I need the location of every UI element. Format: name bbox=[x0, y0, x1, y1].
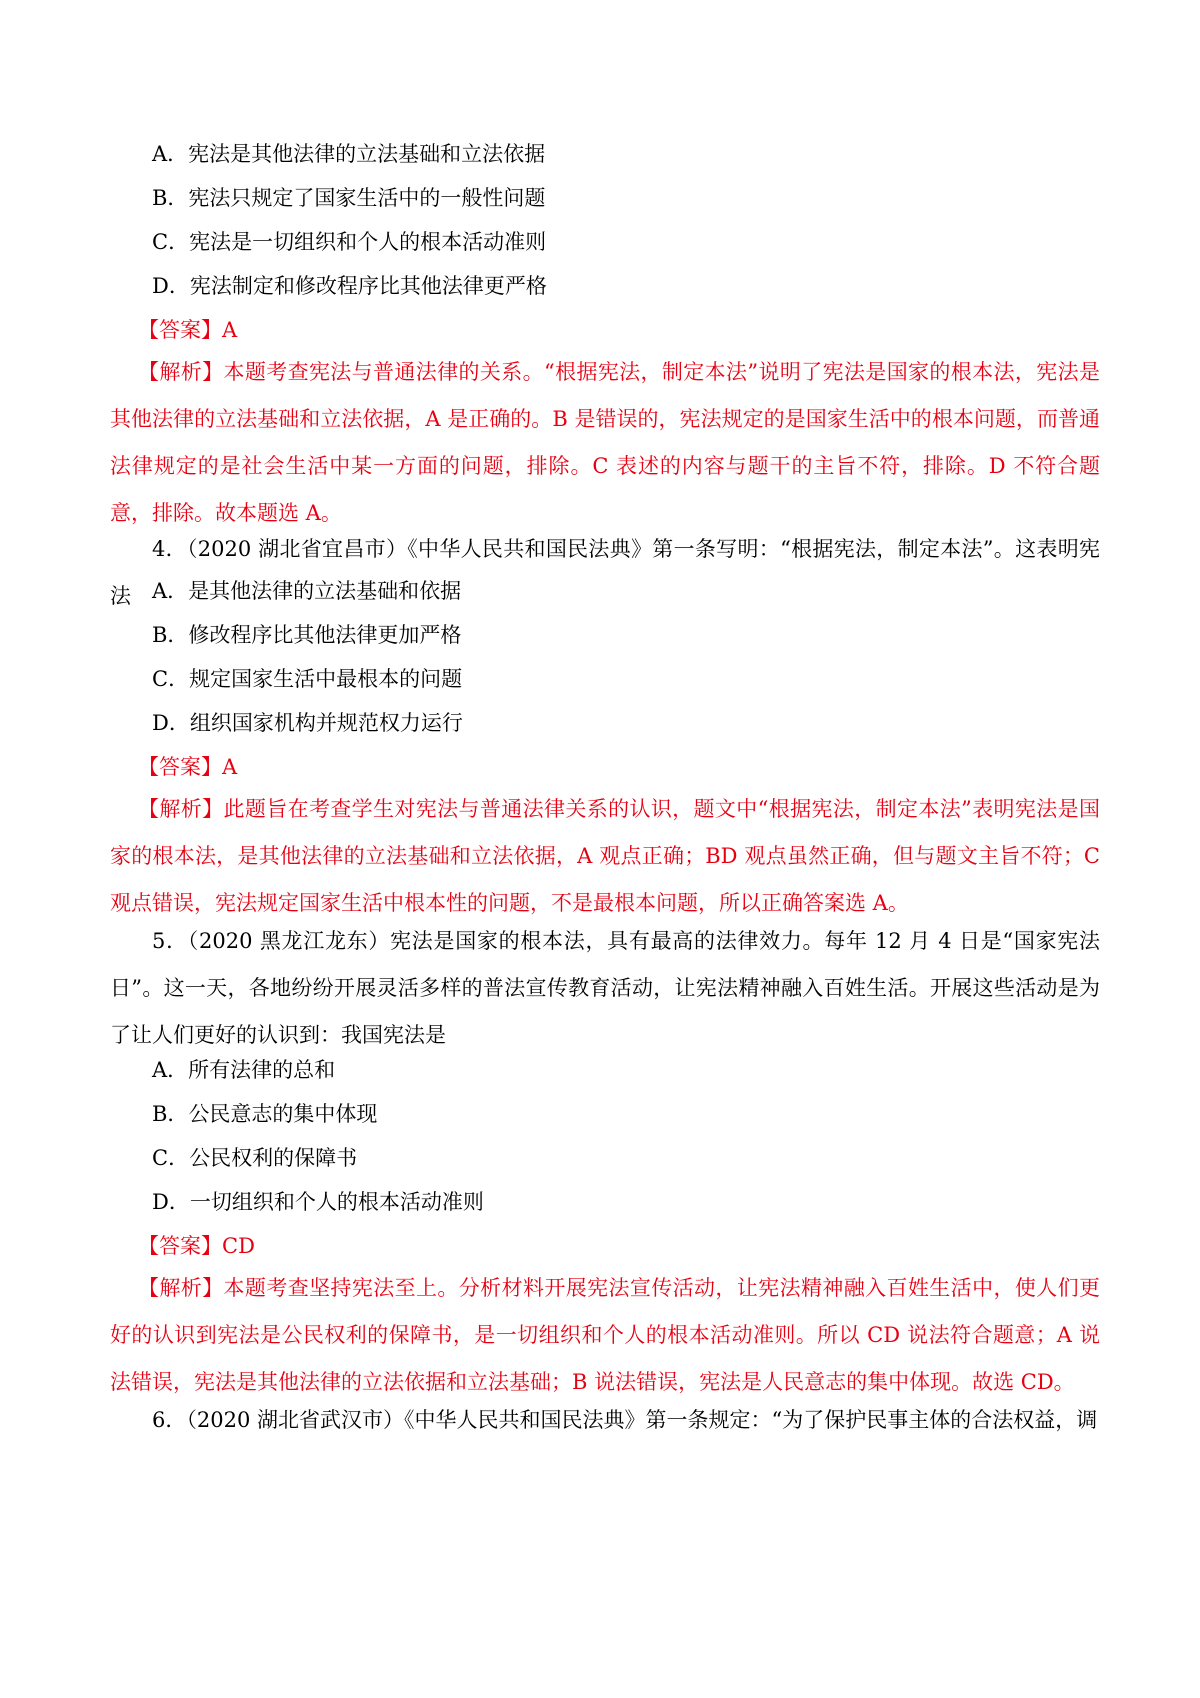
option-a: A．宪法是其他法律的立法基础和立法依据 bbox=[152, 142, 546, 166]
answer-5: 【答案】CD bbox=[138, 1234, 255, 1258]
explanation-3: 【解析】本题考查宪法与普通法律的关系。“根据宪法，制定本法”说明了宪法是国家的根本法，宪法是其他法律的立法基础和立法依据，A 是正确的。B 是错误的，宪法规定的是国家生活中的根本问题，而普通法律规定的是社会生活中某一方面的问题，排除。C 表述的内容与题干的主旨不符，排除。D 不符合题意，排除。故本题选 A。 bbox=[110, 360, 1100, 525]
option-b: B．宪法只规定了国家生活中的一般性问题 bbox=[152, 186, 546, 210]
option-c: C．公民权利的保障书 bbox=[152, 1146, 358, 1170]
option-a: A．是其他法律的立法基础和依据 bbox=[152, 579, 462, 603]
option-c: C．宪法是一切组织和个人的根本活动准则 bbox=[152, 230, 547, 254]
explanation-5: 【解析】本题考查坚持宪法至上。分析材料开展宪法宣传活动，让宪法精神融入百姓生活中，使人们更好的认识到宪法是公民权利的保障书，是一切组织和个人的根本活动准则。所以 CD 说法符合题意；A 说法错误，宪法是其他法律的立法依据和立法基础；B 说法错误，宪法是人民意志的集中体现。故选 CD。 bbox=[110, 1276, 1100, 1394]
option-a: A．所有法律的总和 bbox=[152, 1058, 336, 1082]
question-4: 4．（2020 湖北省宜昌市）《中华人民共和国民法典》第一条写明：“根据宪法，制定本法”。这表明宪法 bbox=[110, 537, 1100, 608]
answer-3: 【答案】A bbox=[138, 318, 238, 342]
option-c: C．规定国家生活中最根本的问题 bbox=[152, 667, 463, 691]
option-d: D．宪法制定和修改程序比其他法律更严格 bbox=[152, 274, 547, 298]
option-d: D．一切组织和个人的根本活动准则 bbox=[152, 1190, 484, 1214]
question-5: 5．（2020 黑龙江龙东）宪法是国家的根本法，具有最高的法律效力。每年 12 月 4 日是“国家宪法日”。这一天，各地纷纷开展灵活多样的普法宣传教育活动，让宪法精神融入百姓生活。开展这些活动是为了让人们更好的认识到：我国宪法是 bbox=[110, 929, 1100, 1047]
option-b: B．修改程序比其他法律更加严格 bbox=[152, 623, 462, 647]
option-d: D．组织国家机构并规范权力运行 bbox=[152, 711, 463, 735]
explanation-4: 【解析】此题旨在考查学生对宪法与普通法律关系的认识，题文中“根据宪法，制定本法”表明宪法是国家的根本法，是其他法律的立法基础和立法依据，A 观点正确；BD 观点虽然正确，但与题文主旨不符；C 观点错误，宪法规定国家生活中根本性的问题，不是最根本问题，所以正确答案选 A。 bbox=[110, 797, 1100, 915]
option-b: B．公民意志的集中体现 bbox=[152, 1102, 378, 1126]
question-6: 6．（2020 湖北省武汉市）《中华人民共和国民法典》第一条规定：“为了保护民事主体的合法权益，调 bbox=[152, 1408, 1098, 1432]
answer-4: 【答案】A bbox=[138, 755, 238, 779]
